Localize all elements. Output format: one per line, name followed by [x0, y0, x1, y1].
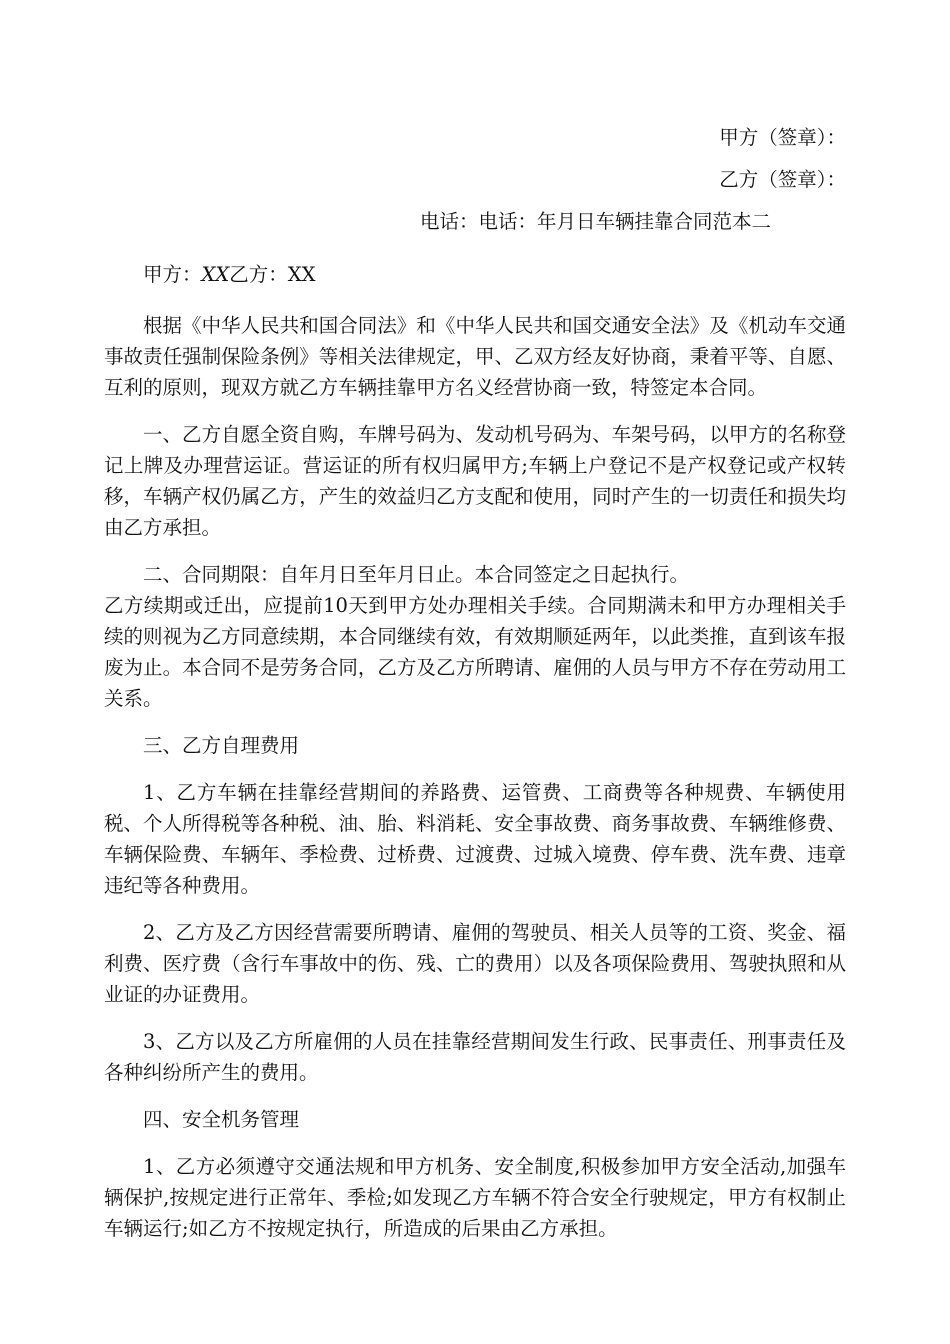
clause-1-paragraph: 一、乙方自愿全资自购，车牌号码为、发动机号码为、车架号码，以甲方的名称登记上牌及办理营运证。营运证的所有权归属甲方;车辆上户登记不是产权登记或产权转移，车辆产权仍属乙方，产生的效益归乙方支配和使用，同时产生的一切责任和损失均由乙方承担。 [104, 423, 846, 539]
parties-line [104, 259, 846, 290]
phone-title-line: 电话：电话：年月日车辆挂靠合同范本二 [420, 210, 772, 233]
contract-page [104, 122, 846, 1260]
section-3-item: 2、乙方及乙方因经营需要所聘请、雇佣的驾驶员、相关人员等的工资、奖金、福利费、医疗费（含行车事故中的伤、残、亡的费用）以及各项保险费用、驾驶执照和从业证的办证费用。 [104, 921, 846, 1006]
section-4-item: 1、乙方必须遵守交通法规和甲方机务、安全制度,积极参加甲方安全活动,加强车辆保护,按规定进行正常年、季检;如发现乙方车辆不符合安全行驶规定，甲方有权制止车辆运行;如乙方不按规定执行，所造成的后果由乙方承担。 [104, 1155, 846, 1240]
party-a-signature: 甲方（签章）： [719, 126, 846, 149]
party-a-label: 甲方： [143, 263, 202, 286]
clause-2-first-line: 二、合同期限：自年月日至年月日止。本合同签定之日起执行。 [143, 563, 690, 586]
party-b-signature: 乙方（签章）： [719, 168, 846, 191]
party-b-name: XX [287, 263, 316, 286]
clause-2-continuation: 乙方续期或迁出，应提前10天到甲方处办理相关手续。合同期满未和甲方办理相关手续的则视为乙方同意续期，本合同继续有效，有效期顺延两年，以此类推，直到该车报废为止。本合同不是劳务合同，乙方及乙方所聘请、雇佣的人员与甲方不存在劳动用工关系。 [104, 594, 846, 710]
section-3-item: 3、乙方以及乙方所雇佣的人员在挂靠经营期间发生行政、民事责任、刑事责任及各种纠纷所产生的费用。 [104, 1030, 846, 1084]
preamble-paragraph: 根据《中华人民共和国合同法》和《中华人民共和国交通安全法》及《机动车交通事故责任强制保险条例》等相关法律规定，甲、乙双方经友好协商，秉着平等、自愿、互利的原则，现双方就乙方车辆挂靠甲方名义经营协商一致，特签定本合同。 [104, 314, 846, 399]
section-3-title: 三、乙方自理费用 [143, 734, 300, 757]
party-a-name: XX [201, 263, 230, 286]
party-b-label: 乙方： [229, 263, 288, 286]
section-3-item: 1、乙方车辆在挂靠经营期间的养路费、运管费、工商费等各种规费、车辆使用税、个人所得税等各种税、油、胎、料消耗、安全事故费、商务事故费、车辆维修费、车辆保险费、车辆年、季检费、过桥费、过渡费、过城入境费、停车费、洗车费、违章违纪等各种费用。 [104, 781, 846, 897]
section-4-title: 四、安全机务管理 [143, 1108, 300, 1131]
